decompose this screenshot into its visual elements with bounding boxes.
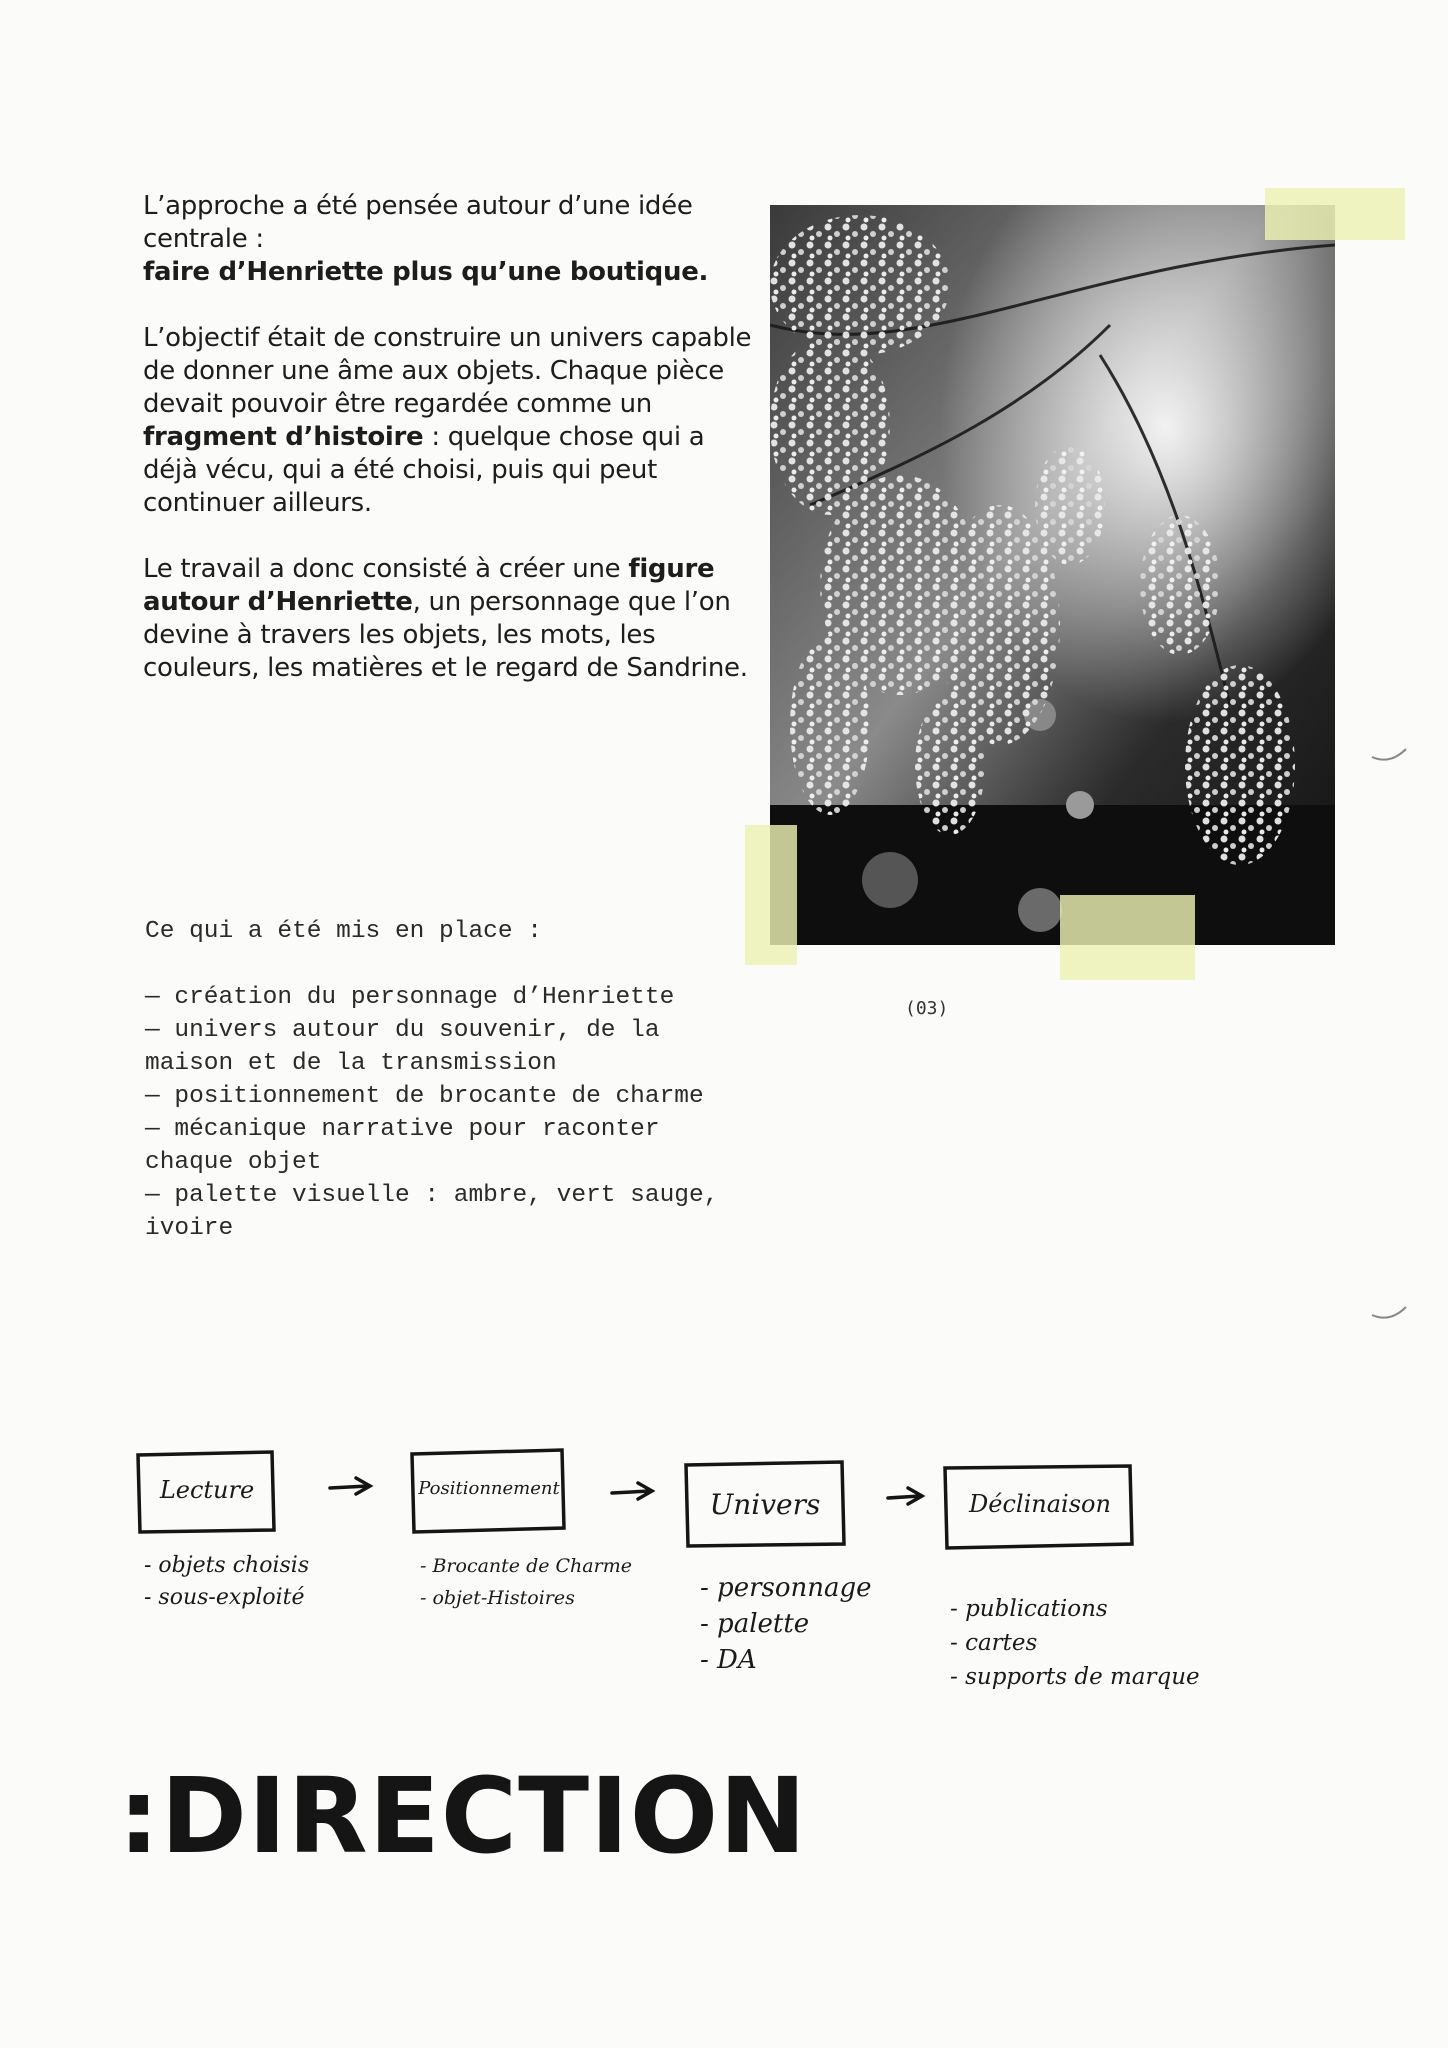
step-item: - DA [700, 1645, 757, 1675]
flow-arrow [888, 1488, 922, 1504]
list-item: — positionnement de brocante de charme [145, 1083, 704, 1110]
intro-p2-text-a: L’objectif était de construire un univers capable de donner une âme aux objets. Chaque pièce devait pouvoir être regardée comme un [143, 323, 752, 419]
section-title: :DIRECTION [118, 1755, 808, 1877]
intro-p1-bold: faire d’Henriette plus qu’une boutique. [143, 257, 709, 287]
step-items-positionnement [420, 1550, 632, 1614]
tape-strip [1265, 188, 1405, 240]
step-items-univers [700, 1570, 872, 1678]
step-label-positionnement: Positionnement [418, 1478, 560, 1499]
flow-arrow [612, 1483, 652, 1499]
mimosa-photo [770, 205, 1335, 945]
intro-p2-text-c: : quelque chose qui a déjà vécu, qui a été choisi, puis qui peut continuer ailleurs. [143, 422, 705, 518]
step-item: - publications [950, 1596, 1108, 1622]
step-items-lecture [144, 1550, 309, 1614]
intro-text [143, 190, 753, 718]
step-item: - Brocante de Charme [420, 1555, 632, 1577]
intro-p3-text-a: Le travail a donc consisté à créer une [143, 554, 629, 584]
implemented-list [145, 915, 755, 1245]
scan-mark [1370, 1305, 1410, 1325]
step-item: - cartes [950, 1630, 1038, 1656]
list-item: — mécanique narrative pour raconter chaque objet [145, 1116, 660, 1176]
intro-paragraph-3 [143, 553, 753, 685]
list-item: — univers autour du souvenir, de la maison et de la transmission [145, 1017, 660, 1077]
handwritten-flow [130, 1440, 1270, 1720]
step-items-declinaison [950, 1592, 1200, 1694]
list-item: — palette visuelle : ambre, vert sauge, ivoire [145, 1182, 719, 1242]
step-item: - palette [700, 1609, 810, 1639]
step-label-declinaison: Déclinaison [969, 1490, 1111, 1518]
implemented-heading: Ce qui a été mis en place : [145, 918, 542, 945]
implemented-items [145, 981, 755, 1245]
list-item: — création du personnage d’Henriette [145, 984, 675, 1011]
page-number: (03) [905, 998, 949, 1019]
intro-p2-bold: fragment d’histoire [143, 422, 424, 452]
step-item: - personnage [700, 1573, 872, 1603]
step-item: - sous-exploité [144, 1585, 305, 1610]
step-item: - objets choisis [144, 1553, 310, 1578]
step-label-lecture: Lecture [159, 1476, 255, 1504]
intro-paragraph-2 [143, 322, 753, 520]
intro-paragraph-1 [143, 190, 753, 289]
step-label-univers: Univers [709, 1488, 821, 1521]
step-item: - supports de marque [950, 1664, 1200, 1690]
flow-arrow [330, 1478, 370, 1494]
intro-p3-text-c: , un personnage que l’on devine à travers les objets, les mots, les couleurs, les matières et le regard de Sandrine. [143, 587, 748, 683]
mimosa-photo-image [770, 205, 1335, 945]
step-item: - objet-Histoires [420, 1587, 575, 1609]
scan-mark [1370, 745, 1410, 765]
tape-strip [1060, 895, 1195, 980]
intro-p1-text: L’approche a été pensée autour d’une idée centrale : [143, 191, 693, 254]
intro-p3-bold: figure autour d’Henriette [143, 554, 715, 617]
